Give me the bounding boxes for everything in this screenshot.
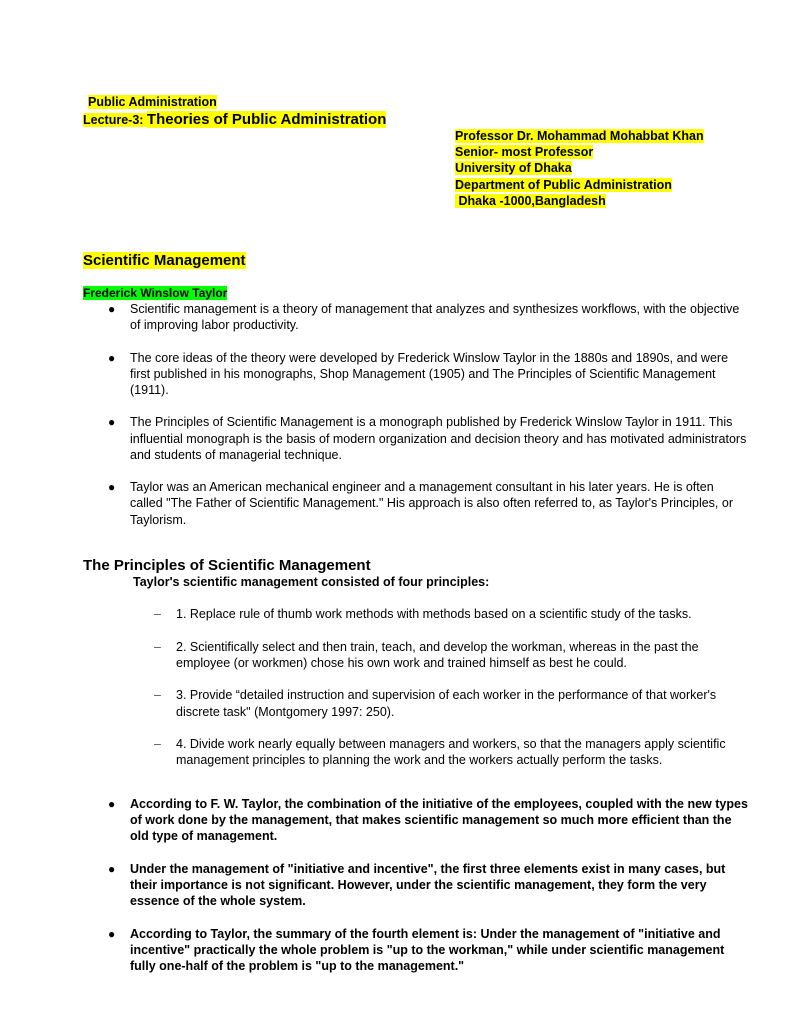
dash-icon: – (154, 688, 161, 703)
author-university: University of Dhaka (455, 161, 572, 176)
subheading-four-principles: Taylor's scientific management consisted of four principles: (133, 575, 490, 589)
list-item: – 1. Replace rule of thumb work methods with methods based on a scientific study of the tasks. (154, 607, 692, 621)
dash-icon: – (154, 737, 161, 752)
author-rank: Senior- most Professor (455, 145, 594, 160)
bullet-icon: ● (108, 797, 116, 811)
author-block (455, 128, 704, 209)
list-item: – 4. Divide work nearly equally between managers and workers, so that the managers apply scientific management principles to planning the work and the workers actually perform the tasks. (154, 737, 726, 768)
bullet-list-scientific-management (108, 301, 748, 544)
author-name: Professor Dr. Mohammad Mohabbat Khan (455, 129, 704, 143)
list-item: – 2. Scientifically select and then train, teach, and develop the workman, whereas in the past the employee (or workmen) chose his own work and trained himself as best he could. (154, 639, 699, 670)
section-heading-scientific-management: Scientific Management (83, 252, 246, 269)
dash-icon: – (154, 639, 161, 654)
list-item: ● According to Taylor, the summary of the fourth element is: Under the management of "initiative and incentive" practically the whole problem is "up to the workman," while under scientific management fully one-half of the problem is "up to the management." (108, 926, 725, 973)
subheading-taylor: Frederick Winslow Taylor (83, 286, 228, 300)
lecture-title: Lecture-3: Theories of Public Administration (83, 111, 387, 128)
list-item: ● The core ideas of the theory were developed by Frederick Winslow Taylor in the 1880s and 1890s, and were first published in his monographs, Shop Management (1905) and The Principles of Scientific Management (1911). (108, 350, 729, 397)
course-title: Public Administration (88, 95, 217, 109)
list-item: ● According to F. W. Taylor, the combination of the initiative of the employees, coupled with the new types of work done by the management, that makes scientific management so much more efficient than the old type of management. (108, 797, 748, 844)
bullet-icon: ● (108, 480, 116, 495)
dash-icon: – (154, 607, 161, 621)
list-item: ● Scientific management is a theory of management that analyzes and synthesizes workflows, with the objective of improving labor productivity. (108, 302, 740, 333)
list-item: ● Under the management of "initiative and incentive", the first three elements exist in many cases, but their importance is not significant. However, under the scientific management, they form the very essence of the whole system. (108, 861, 726, 909)
list-item: – 3. Provide “detailed instruction and supervision of each worker in the performance of that worker's discrete task" (Montgomery 1997: 250). (154, 688, 717, 719)
principles-list (154, 606, 744, 769)
list-item: ● Taylor was an American mechanical engineer and a management consultant in his later years. He is often called "The Father of Scientific Management." His approach is also often referred to, as Taylor's Principles, or Taylorism. (108, 480, 733, 527)
author-address: Dhaka -1000,Bangladesh (455, 193, 606, 208)
section-heading-principles: The Principles of Scientific Management (83, 557, 371, 574)
author-department: Department of Public Administration (455, 177, 672, 192)
bullet-icon: ● (108, 926, 116, 941)
bullet-icon: ● (108, 415, 116, 430)
bullet-icon: ● (108, 350, 116, 365)
bullet-icon: ● (108, 861, 116, 876)
bullet-list-taylor-summary (108, 796, 748, 990)
bullet-icon: ● (108, 302, 116, 316)
list-item: ● The Principles of Scientific Management is a monograph published by Frederick Winslow Taylor in 1911. This influential monograph is the basis of modern organization and decision theory and has motivated administrators and students of managerial technique. (108, 415, 747, 462)
